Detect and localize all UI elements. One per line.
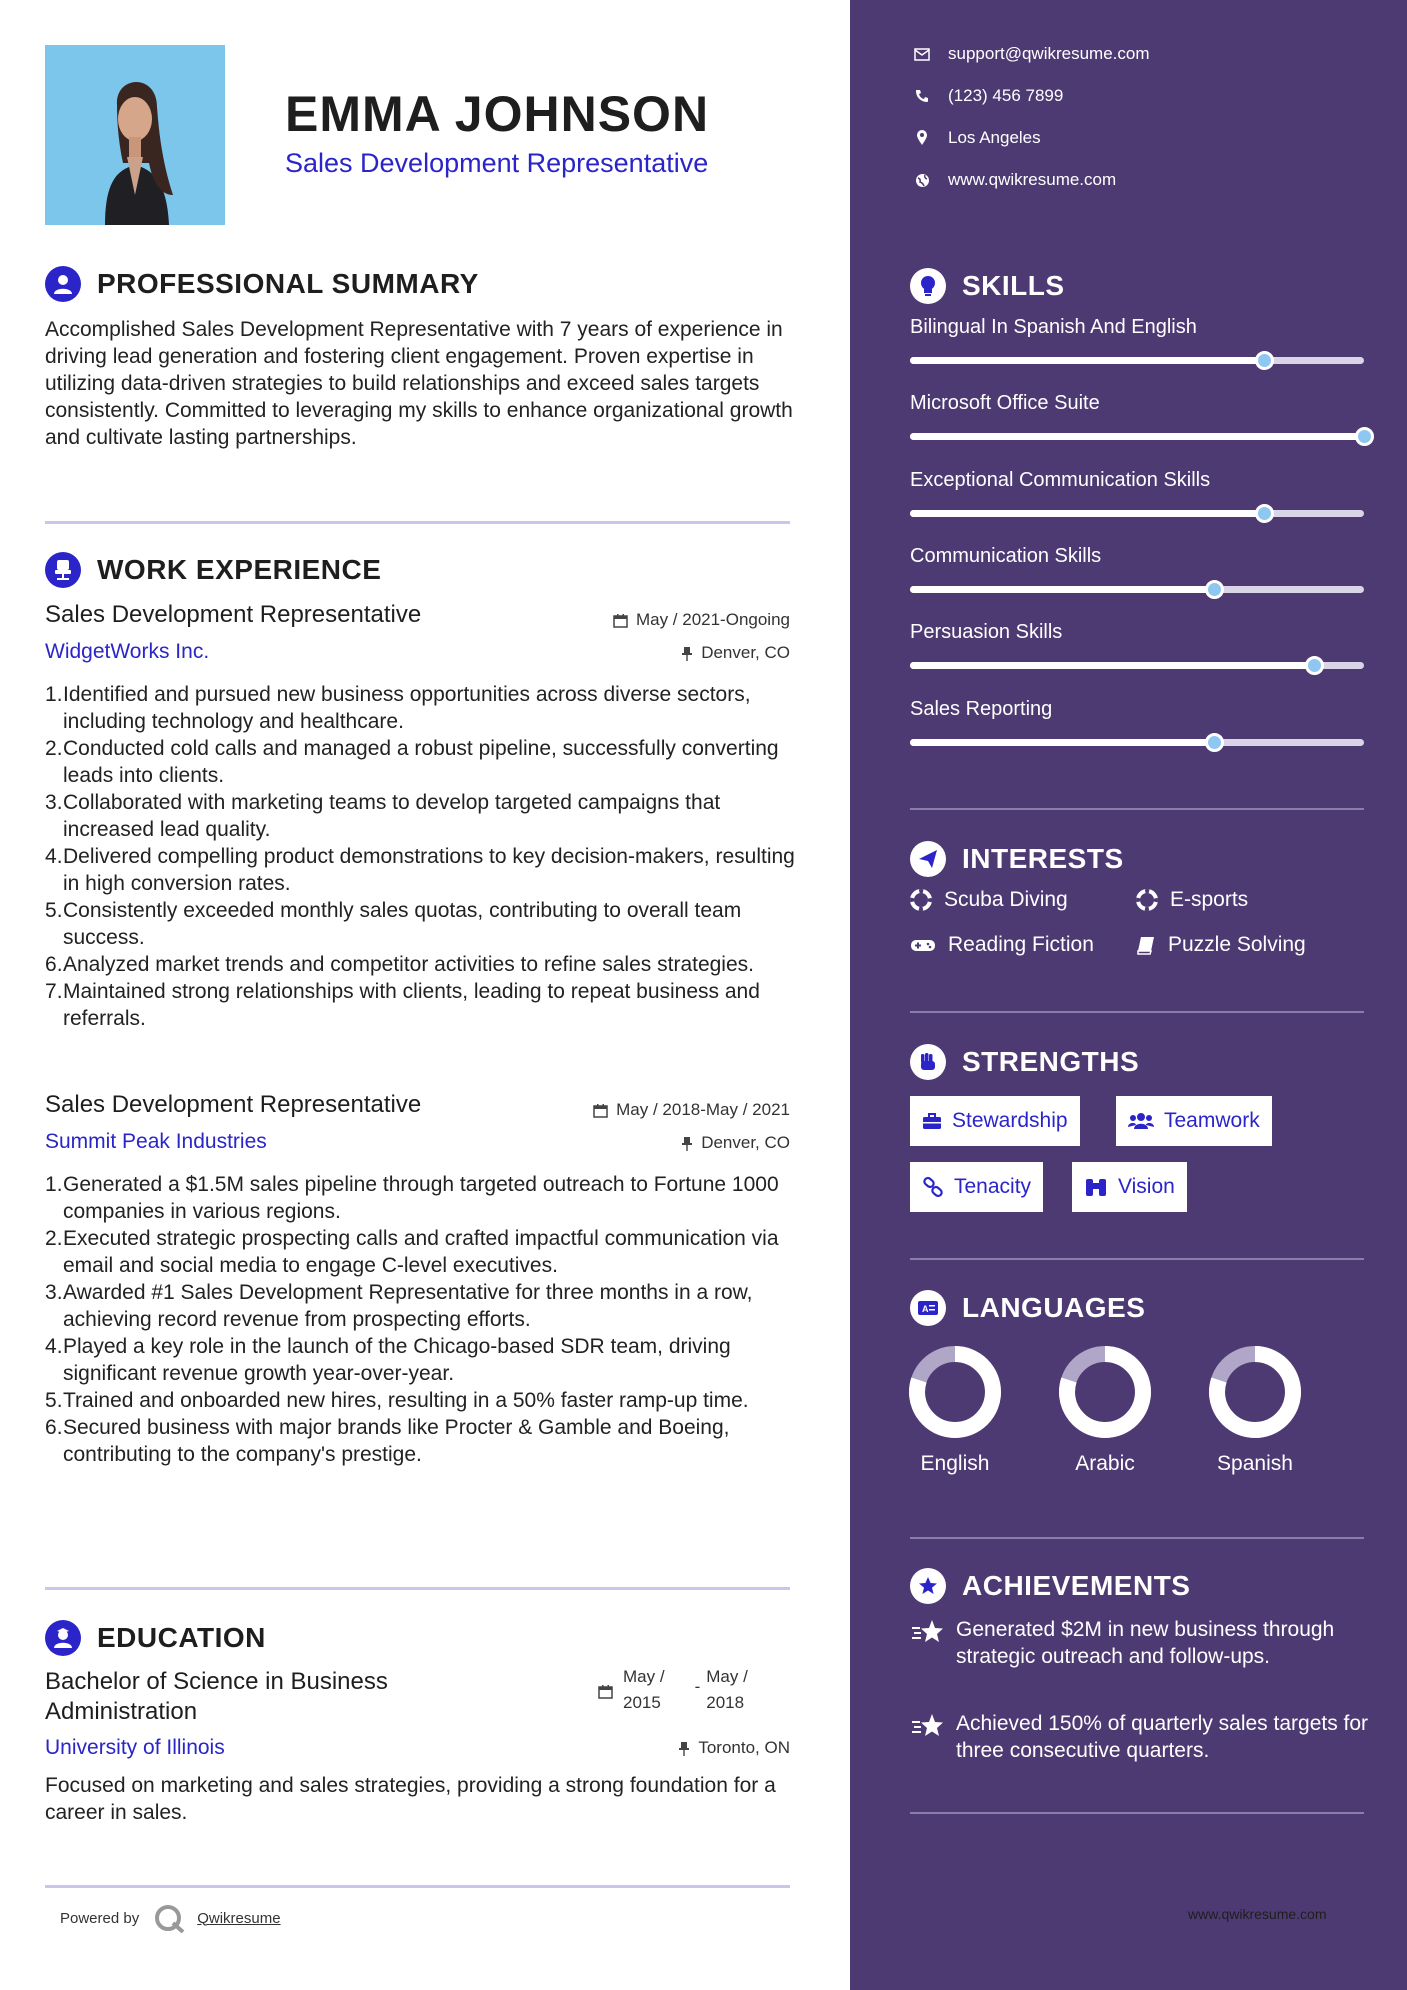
list-item: Identified and pursued new business opportunities across diverse sectors, including technology and healthcare.	[63, 683, 751, 733]
link-icon	[922, 1176, 944, 1198]
language-icon	[910, 1290, 946, 1326]
list-item: Consistently exceeded monthly sales quotas, contributing to overall team success.	[63, 899, 742, 949]
job-title: Sales Development Representative	[45, 1091, 422, 1118]
star-badge-icon	[910, 1568, 946, 1604]
skill-fill	[910, 662, 1314, 669]
education-description: Focused on marketing and sales strategies, providing a strong foundation for a career in sales.	[45, 1774, 776, 1824]
skill-item	[910, 469, 1364, 492]
phone-icon	[915, 89, 929, 103]
job-location	[681, 643, 790, 663]
strength-tag	[910, 1096, 1080, 1146]
skill-name: Sales Reporting	[910, 698, 1053, 720]
list-item: Delivered compelling product demonstrations to key decision-makers, resulting in high conversion rates.	[63, 845, 795, 895]
skill-knob[interactable]	[1305, 656, 1324, 675]
skill-knob[interactable]	[1255, 351, 1274, 370]
profile-photo	[45, 45, 225, 225]
list-item: Secured business with major brands like Procter & Gamble and Boeing, contributing to the company's prestige.	[63, 1416, 730, 1466]
skill-name: Bilingual In Spanish And English	[910, 316, 1197, 338]
language-name: English	[920, 1452, 990, 1475]
interest-item	[910, 933, 1094, 957]
section-divider	[45, 1587, 790, 1590]
summary-title: PROFESSIONAL SUMMARY	[97, 268, 479, 299]
skill-fill	[910, 433, 1364, 440]
skill-track	[910, 739, 1364, 746]
education-dates	[598, 1664, 748, 1716]
work-heading	[45, 552, 381, 588]
skill-knob[interactable]	[1255, 504, 1274, 523]
map-marker-icon	[916, 130, 928, 146]
pin-icon	[681, 646, 693, 661]
svg-text:A: A	[922, 1304, 929, 1314]
qwikresume-link[interactable]: Qwikresume	[197, 1909, 281, 1927]
skill-item	[910, 392, 1364, 415]
degree-title: Bachelor of Science in Business Administration	[45, 1668, 388, 1725]
interest-label: Reading Fiction	[948, 933, 1094, 956]
contact-location	[910, 128, 1041, 148]
language-item	[1040, 1342, 1170, 1476]
candidate-name: EMMA JOHNSON	[285, 86, 710, 142]
user-icon	[45, 266, 81, 302]
strength-label: Stewardship	[952, 1109, 1068, 1132]
interests-heading	[910, 841, 1124, 877]
achievements-title: ACHIEVEMENTS	[962, 1570, 1191, 1601]
email-text: support@qwikresume.com	[948, 44, 1150, 63]
skill-name: Communication Skills	[910, 545, 1102, 567]
location-text: Los Angeles	[948, 128, 1041, 147]
job-dates-text: May / 2018-May / 2021	[616, 1100, 790, 1119]
skill-knob[interactable]	[1355, 427, 1374, 446]
calendar-icon	[613, 613, 628, 628]
sidebar-divider	[910, 1258, 1364, 1260]
job-location-text: Denver, CO	[701, 643, 790, 662]
pin-icon	[681, 1136, 693, 1151]
strengths-heading	[910, 1044, 1139, 1080]
calendar-icon	[598, 1684, 613, 1699]
sidebar	[850, 0, 1407, 1990]
skill-item	[910, 621, 1364, 644]
job-location	[681, 1133, 790, 1153]
users-icon	[1128, 1112, 1154, 1130]
interest-label: Scuba Diving	[944, 888, 1068, 911]
skills-heading	[910, 268, 1065, 304]
job-bullets	[45, 681, 795, 1032]
achievements-heading	[910, 1568, 1190, 1604]
skill-item	[910, 545, 1364, 568]
job-title: Sales Development Representative	[45, 601, 422, 628]
strength-tag	[1116, 1096, 1272, 1146]
contact-email	[910, 44, 1150, 64]
job-dates-text: May / 2021-Ongoing	[635, 610, 790, 629]
language-name: Spanish	[1217, 1452, 1293, 1475]
job-location-text: Denver, CO	[701, 1133, 790, 1152]
pin-icon	[678, 1741, 690, 1756]
briefcase-icon	[922, 1113, 942, 1130]
list-item: Maintained strong relationships with clients, leading to repeat business and referrals.	[63, 980, 760, 1030]
phone-text: (123) 456 7899	[948, 86, 1064, 105]
education-date-separator: -	[694, 1677, 701, 1696]
envelope-icon	[914, 48, 930, 61]
chair-icon	[45, 552, 81, 588]
skill-name: Microsoft Office Suite	[910, 392, 1100, 414]
skill-knob[interactable]	[1205, 580, 1224, 599]
powered-by	[60, 1903, 281, 1933]
list-item: Analyzed market trends and competitor activities to refine sales strategies.	[63, 953, 754, 976]
skills-title: SKILLS	[962, 270, 1065, 301]
interest-label: Puzzle Solving	[1168, 933, 1306, 956]
achievement-item	[910, 1616, 1370, 1670]
strength-label: Tenacity	[954, 1175, 1032, 1198]
qwikresume-logo-icon	[153, 1903, 187, 1933]
list-item: Conducted cold calls and managed a robust pipeline, successfully converting leads into clients.	[63, 737, 779, 787]
interest-item	[910, 888, 1068, 912]
education-start	[623, 1664, 665, 1716]
skill-track	[910, 586, 1364, 593]
life-ring-icon	[910, 889, 932, 911]
strength-tag	[910, 1162, 1043, 1212]
summary-heading	[45, 266, 479, 302]
languages-heading	[910, 1290, 1145, 1326]
achievement-text: Achieved 150% of quarterly sales targets for three consecutive quarters.	[956, 1712, 1369, 1762]
skill-fill	[910, 357, 1264, 364]
skill-track	[910, 357, 1364, 364]
education-start-year: 2015	[623, 1693, 661, 1712]
calendar-icon	[593, 1103, 608, 1118]
summary-text: Accomplished Sales Development Representative with 7 years of experience in driving lead generation and fostering client engagement. Proven expertise in utilizing data-driven strategies to build relationships and exceed sales targets consistently. Committed to leveraging my skills to enhance organizational growth and cultivate lasting partnerships.	[45, 318, 793, 449]
education-title: EDUCATION	[97, 1622, 266, 1653]
sidebar-divider	[910, 1812, 1364, 1814]
interest-item	[1136, 888, 1248, 912]
skill-name: Persuasion Skills	[910, 621, 1063, 643]
job-dates	[613, 610, 790, 630]
skill-name: Exceptional Communication Skills	[910, 469, 1211, 491]
education-end-year: 2018	[706, 1693, 745, 1712]
sidebar-divider	[910, 1011, 1364, 1013]
job-bullets	[45, 1171, 795, 1468]
strength-label: Teamwork	[1164, 1109, 1260, 1132]
strengths-title: STRENGTHS	[962, 1046, 1140, 1077]
language-name: Arabic	[1075, 1452, 1135, 1475]
strength-tag	[1072, 1162, 1187, 1212]
skill-track	[910, 433, 1364, 440]
globe-icon	[915, 173, 930, 188]
interests-title: INTERESTS	[962, 843, 1124, 874]
life-ring-icon	[1136, 889, 1158, 911]
star-icon	[910, 1618, 946, 1646]
skill-item	[910, 316, 1364, 339]
skill-track	[910, 510, 1364, 517]
school-name: University of Illinois	[45, 1736, 225, 1759]
skill-fill	[910, 586, 1214, 593]
section-divider	[45, 521, 790, 524]
strength-label: Vision	[1118, 1175, 1175, 1198]
skill-fill	[910, 739, 1214, 746]
sidebar-divider	[910, 1537, 1364, 1539]
contact-website	[910, 170, 1116, 190]
list-item: Played a key role in the launch of the Chicago-based SDR team, driving significant revenue growth year-over-year.	[63, 1335, 731, 1385]
education-end-month: May /	[706, 1667, 748, 1686]
gamepad-icon	[910, 937, 936, 953]
language-item	[890, 1342, 1020, 1476]
education-location	[678, 1738, 790, 1758]
fist-icon	[910, 1044, 946, 1080]
education-start-month: May /	[623, 1667, 665, 1686]
education-location-text: Toronto, ON	[698, 1738, 790, 1757]
skill-fill	[910, 510, 1264, 517]
languages-title: LANGUAGES	[962, 1292, 1146, 1323]
company-name: WidgetWorks Inc.	[45, 640, 210, 663]
list-item: Executed strategic prospecting calls and crafted impactful communication via email and social media to engage C-level executives.	[63, 1227, 779, 1277]
contact-phone	[910, 86, 1063, 106]
footer-divider	[45, 1885, 790, 1888]
powered-by-label: Powered by	[60, 1909, 140, 1927]
list-item: Generated a $1.5M sales pipeline through targeted outreach to Fortune 1000 companies in various regions.	[63, 1173, 779, 1223]
work-title: WORK EXPERIENCE	[97, 554, 382, 585]
company-name: Summit Peak Industries	[45, 1130, 267, 1153]
skill-knob[interactable]	[1205, 733, 1224, 752]
star-icon	[910, 1712, 946, 1740]
skill-item	[910, 698, 1364, 721]
binoculars-icon	[1084, 1177, 1108, 1197]
education-end	[706, 1664, 748, 1716]
job-dates	[593, 1100, 790, 1120]
list-item: Collaborated with marketing teams to develop targeted campaigns that increased lead quality.	[63, 791, 721, 841]
lightbulb-icon	[910, 268, 946, 304]
education-heading	[45, 1620, 266, 1656]
website-text: www.qwikresume.com	[948, 170, 1117, 189]
achievement-item	[910, 1710, 1370, 1764]
language-item	[1190, 1342, 1320, 1476]
list-item: Trained and onboarded new hires, resulting in a 50% faster ramp-up time.	[63, 1389, 749, 1412]
interest-label: E-sports	[1170, 888, 1249, 911]
sidebar-divider	[910, 808, 1364, 810]
paper-plane-icon	[910, 841, 946, 877]
skill-track	[910, 662, 1364, 669]
book-icon	[1136, 935, 1156, 955]
achievement-text: Generated $2M in new business through strategic outreach and follow-ups.	[956, 1618, 1335, 1668]
candidate-role: Sales Development Representative	[285, 148, 709, 178]
footer-website[interactable]: www.qwikresume.com	[1188, 1906, 1327, 1922]
graduate-icon	[45, 1620, 81, 1656]
interest-item	[1136, 933, 1306, 957]
list-item: Awarded #1 Sales Development Representative for three months in a row, achieving record revenue from prospecting efforts.	[63, 1281, 753, 1331]
